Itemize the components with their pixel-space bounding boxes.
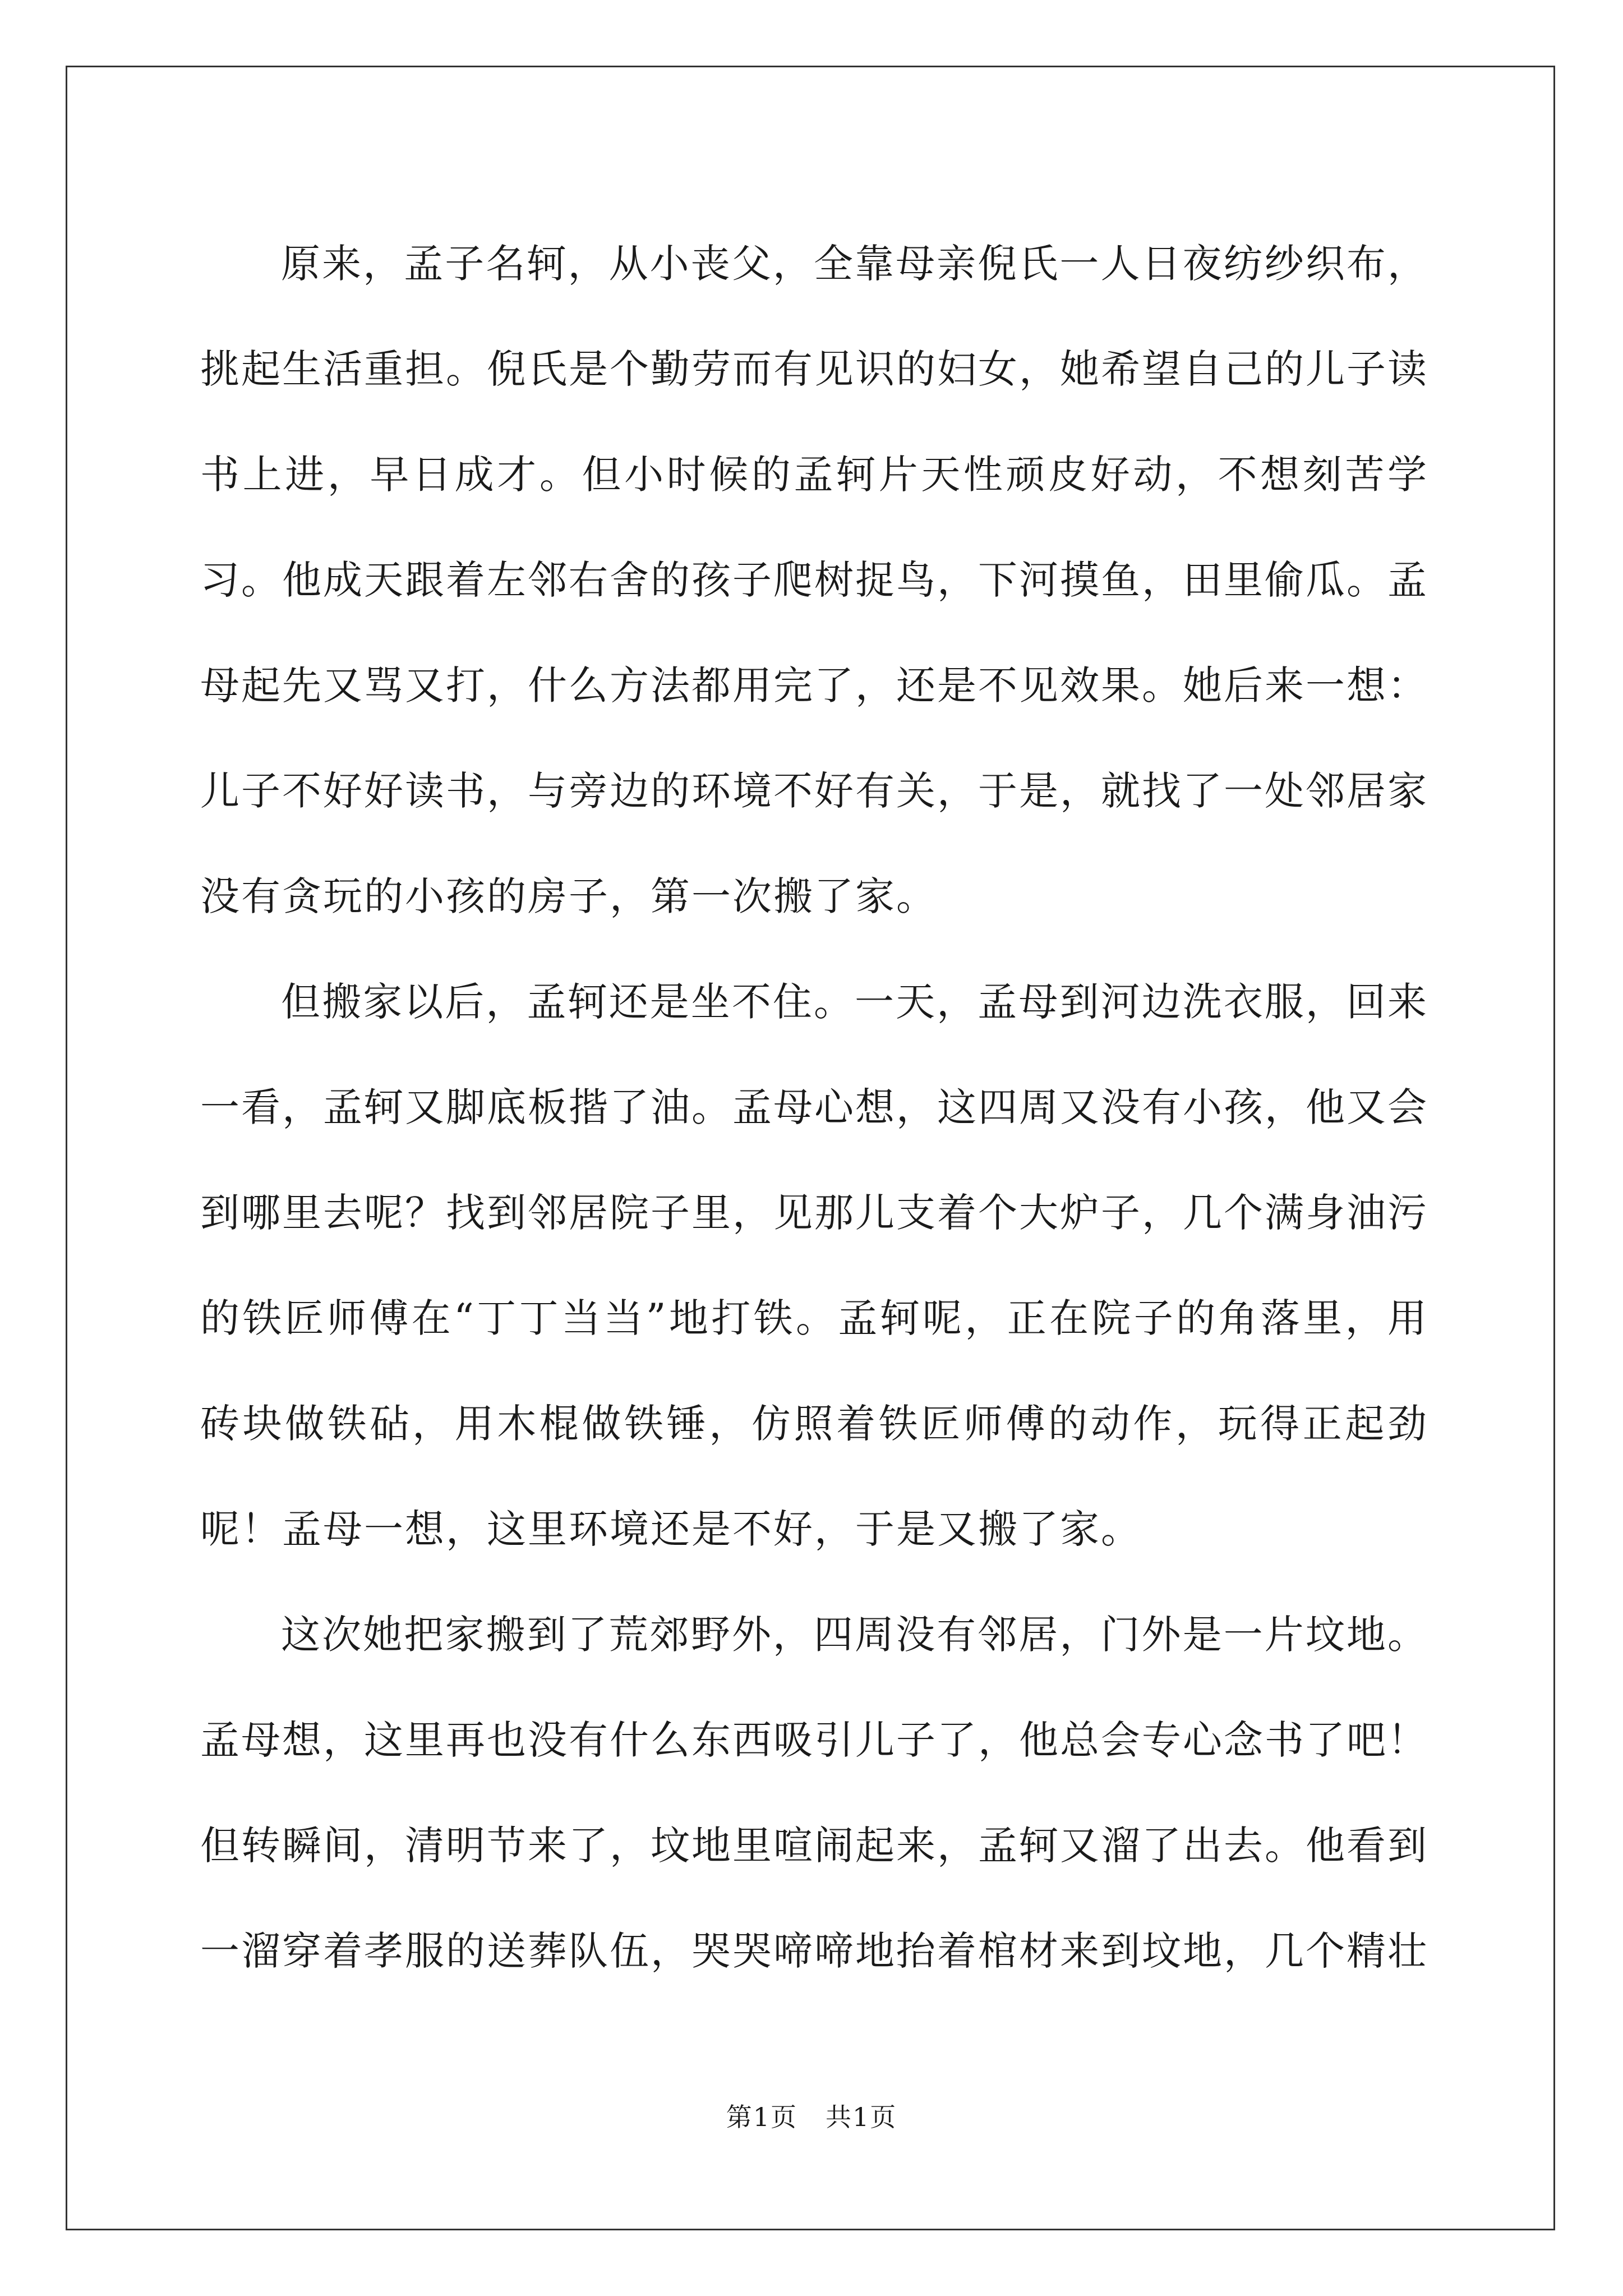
document-body — [200, 211, 1428, 2004]
page-number-current: 第1页 — [726, 2102, 797, 2132]
page-footer — [0, 2100, 1623, 2134]
paragraph-3: 这次她把家搬到了荒郊野外，四周没有邻居，门外是一片坟地。孟母想，这里再也没有什么东西吸引儿子了，他总会专心念书了吧！但转瞬间，清明节来了，坟地里喧闹起来，孟轲又溜了出去。他看到一溜穿着孝服的送葬队伍，哭哭啼啼地抬着棺材来到坟地，几个精壮 — [200, 1612, 1428, 1974]
page-number-total: 共1页 — [826, 2102, 897, 2132]
paragraph-2: 但搬家以后，孟轲还是坐不住。一天，孟母到河边洗衣服，回来一看，孟轲又脚底板揩了油。孟母心想，这四周又没有小孩，他又会到哪里去呢？找到邻居院子里，见那儿支着个大炉子，几个满身油污的铁匠师傅在“丁丁当当”地打铁。孟轲呢，正在院子的角落里，用砖块做铁砧，用木棍做铁锤，仿照着铁匠师傅的动作，玩得正起劲呢！孟母一想，这里环境还是不好，于是又搬了家。 — [200, 979, 1428, 1552]
paragraph-1: 原来，孟子名轲，从小丧父，全靠母亲倪氏一人日夜纺纱织布，挑起生活重担。倪氏是个勤劳而有见识的妇女，她希望自己的儿子读书上进，早日成才。但小时候的孟轲片天性顽皮好动，不想刻苦学习。他成天跟着左邻右舍的孩子爬树捉鸟，下河摸鱼，田里偷瓜。孟母起先又骂又打，什么方法都用完了，还是不见效果。她后来一想：儿子不好好读书，与旁边的环境不好有关，于是，就找了一处邻居家没有贪玩的小孩的房子，第一次搬了家。 — [200, 241, 1428, 919]
